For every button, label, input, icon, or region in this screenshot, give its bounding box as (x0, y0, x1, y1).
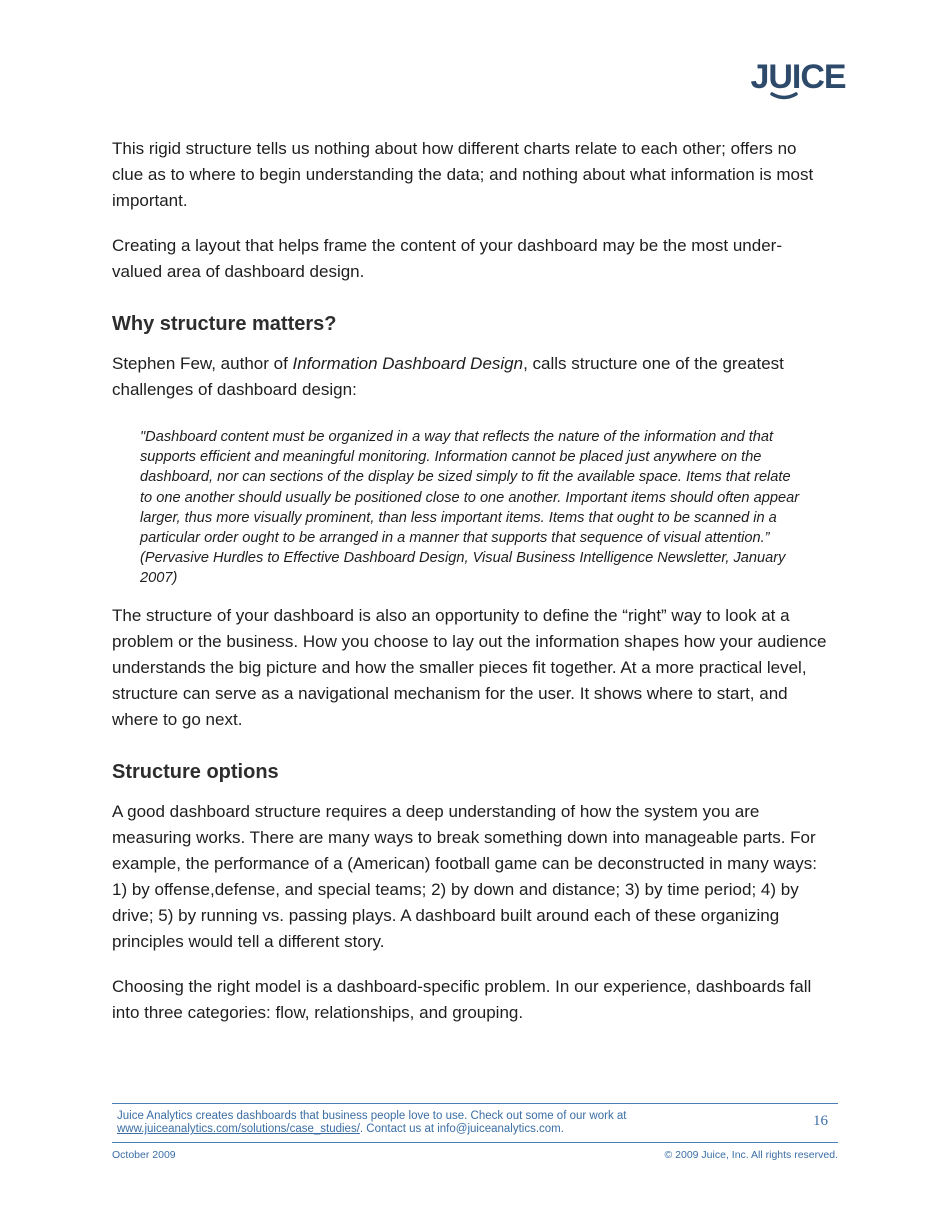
paragraph-structure-opportunity: The structure of your dashboard is also an opportunity to define the “right” way to look at a problem or the business. How you choose to lay out the information shapes how your audience understands the big picture and how the smaller pieces fit together. At a more practical level, structure can serve as a navigational mechanism for the user. It shows where to start, and where to go next. (112, 605, 827, 729)
page-content (112, 136, 832, 1045)
block-quote: "Dashboard content must be organized in a way that reflects the nature of the information and that supports efficient and meaningful monitoring. Information cannot be placed just anywhere on the dashboard, nor can sections of the display be sized simply to fit the available space. Items that relate to one another should usually be positioned close to one another. Important items should often appear larger, thus more visually prominent, than less important items. Items that ought to be scanned in a particular order ought to be arranged in a manner that supports that sequence of visual attention.” (Pervasive Hurdles to Effective Dashboard Design, Visual Business Intelligence Newsletter, January 2007) (140, 429, 800, 587)
page-number: 16 (813, 1113, 828, 1129)
logo-wordmark: JUICE (750, 58, 846, 96)
footer-bottom-divider (112, 1142, 838, 1143)
footer-date: October 2009 (112, 1149, 176, 1161)
heading-why-structure-matters: Why structure matters? (112, 313, 337, 335)
heading-structure-options: Structure options (112, 760, 279, 783)
book-title: Information Dashboard Design (292, 354, 524, 373)
paragraph-stephen-few (112, 351, 832, 403)
footer-note (117, 1110, 757, 1136)
juice-logo (750, 54, 846, 104)
case-studies-link[interactable]: www.juiceanalytics.com/solutions/case_studies/ (117, 1123, 360, 1135)
footer-copyright: © 2009 Juice, Inc. All rights reserved. (664, 1149, 838, 1161)
footer-note-text: Juice Analytics creates dashboards that business people love to use. Check out some of our work at (117, 1110, 627, 1122)
juice-logo-icon (750, 54, 846, 104)
footer-contact-text: . Contact us at info@juiceanalytics.com. (359, 1123, 564, 1135)
paragraph-layout: Creating a layout that helps frame the content of your dashboard may be the most under-valued area of dashboard design. (112, 236, 782, 281)
paragraph-stephen-few-start: Stephen Few, author of (112, 354, 293, 373)
paragraph-rigid-structure: This rigid structure tells us nothing about how different charts relate to each other; offers no clue as to where to begin understanding the data; and nothing about what information is most important. (112, 139, 814, 210)
footer-top-divider (112, 1103, 838, 1104)
paragraph-good-structure: A good dashboard structure requires a deep understanding of how the system you are measuring works. There are many ways to break something down into manageable parts. For example, the performance of a (American) football game can be deconstructed in many ways: 1) by offense,defense, and special teams; 2) by down and distance; 3) by time period; 4) by drive; 5) by running vs. passing plays. A dashboard built around each of these organizing principles would tell a different story. (112, 801, 817, 951)
paragraph-choosing-model: Choosing the right model is a dashboard-specific problem. In our experience, dashboards fall into three categories: flow, relationships, and grouping. (112, 976, 812, 1022)
paragraph-stephen-few-end: , calls structure one of the greatest challenges of dashboard design: (112, 354, 784, 399)
